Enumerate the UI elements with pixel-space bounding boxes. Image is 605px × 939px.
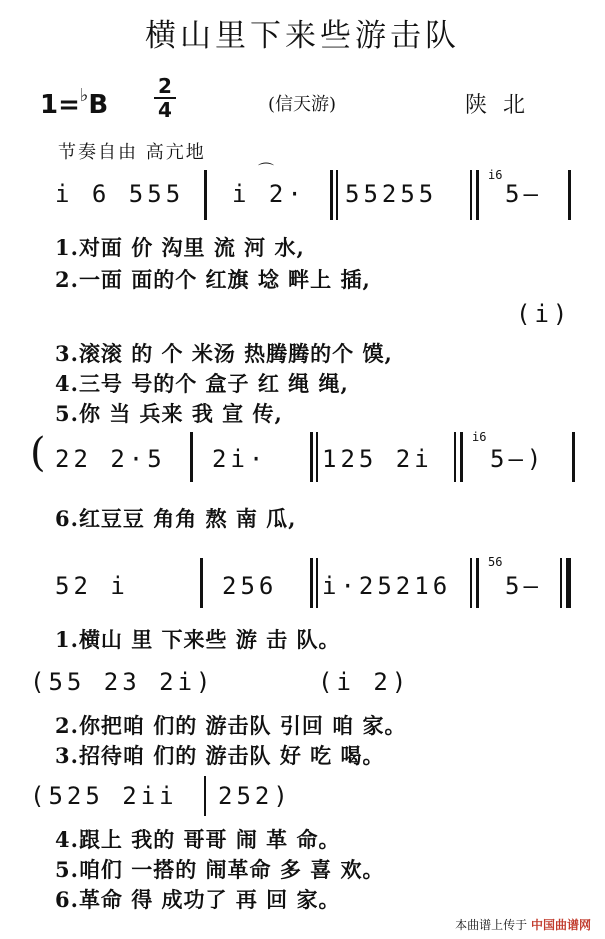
key-signature xyxy=(40,85,109,120)
barline xyxy=(204,170,207,220)
barline xyxy=(200,558,203,608)
measure-1-2: i 2· xyxy=(232,180,306,208)
meter-bottom: 4 xyxy=(158,98,172,122)
tempo-marking: 节奏自由 高亢地 xyxy=(58,142,206,163)
final-barline xyxy=(566,558,571,608)
barline xyxy=(190,432,193,482)
measure-3-2: 256 xyxy=(222,572,278,600)
barline xyxy=(204,776,206,816)
barline xyxy=(310,558,313,608)
key-note: B xyxy=(88,90,109,120)
measure-1-4: 5— xyxy=(505,180,542,208)
lyric-line-11: 5.咱们 一搭的 闹革命 多 喜 欢。 xyxy=(55,857,385,882)
variant-c: (525 2ii xyxy=(30,782,178,810)
song-region: 陕北 xyxy=(465,93,542,118)
lyric-line-7: 1.横山 里 下来些 游 击 队。 xyxy=(55,627,341,652)
barline xyxy=(454,432,456,482)
fermata-icon: ⌒ xyxy=(258,161,275,180)
barline xyxy=(330,170,333,220)
final-barline xyxy=(560,558,562,608)
key-prefix: 1= xyxy=(40,90,80,120)
time-signature xyxy=(150,75,180,121)
measure-2-4: 5—) xyxy=(490,445,546,473)
lyric-line-4: 4.三号 号的个 盒子 红 绳 绳, xyxy=(55,371,349,396)
barline xyxy=(460,432,463,482)
barline xyxy=(310,432,313,482)
measure-2-3: 125 2i xyxy=(322,445,433,473)
lyric-line-9: 3.招待咱 们的 游击队 好 吃 喝。 xyxy=(55,743,385,768)
barline xyxy=(572,432,575,482)
lyric-line-12: 6.革命 得 成功了 再 回 家。 xyxy=(55,887,341,912)
lyric-line-5: 5.你 当 兵来 我 宣 传, xyxy=(55,401,283,426)
barline xyxy=(470,170,472,220)
open-paren: ( xyxy=(30,430,46,476)
barline xyxy=(470,558,472,608)
lyric-line-10: 4.跟上 我的 哥哥 闹 革 命。 xyxy=(55,827,341,852)
footer-site-link[interactable]: 中国曲谱网 xyxy=(530,918,591,932)
page-title: 横山里下来些游击队 xyxy=(145,18,460,54)
barline xyxy=(316,432,318,482)
grace-note: i6 xyxy=(488,168,503,182)
barline xyxy=(476,558,479,608)
lyric-line-8: 2.你把咱 们的 游击队 引回 咱 家。 xyxy=(55,713,407,738)
variant-note: (i) xyxy=(516,300,572,328)
grace-note: 56 xyxy=(488,555,503,569)
measure-2-2: 2i· xyxy=(212,445,268,473)
measure-1-1: i 6 555 xyxy=(55,180,185,208)
barline xyxy=(568,170,571,220)
lyric-line-1: 1.对面 价 沟里 流 河 水, xyxy=(55,235,305,260)
lyric-line-6: 6.红豆豆 角角 熬 南 瓜, xyxy=(55,506,297,531)
variant-d: 252) xyxy=(218,782,292,810)
measure-3-4: 5— xyxy=(505,572,542,600)
measure-1-3: 55255 xyxy=(345,180,438,208)
measure-3-1: 52 i xyxy=(55,572,129,600)
lyric-line-2: 2.一面 面的个 红旗 埝 畔上 插, xyxy=(55,267,371,292)
footer-credit xyxy=(455,916,591,933)
barline xyxy=(476,170,479,220)
variant-b: (i 2) xyxy=(318,668,411,696)
variant-a: (55 23 2i) xyxy=(30,668,215,696)
flat-sign: ♭ xyxy=(79,85,89,106)
measure-3-3: i·25216 xyxy=(322,572,452,600)
grace-note: i6 xyxy=(472,430,487,444)
footer-uploaded: 本曲谱上传于 xyxy=(455,918,528,932)
measure-2-1: 22 2·5 xyxy=(55,445,166,473)
lyric-line-3: 3.滚滚 的 个 米汤 热腾腾的个 馍, xyxy=(55,341,393,366)
song-source: (信天游) xyxy=(268,94,337,115)
barline xyxy=(336,170,338,220)
meter-top: 2 xyxy=(158,74,172,98)
barline xyxy=(316,558,318,608)
